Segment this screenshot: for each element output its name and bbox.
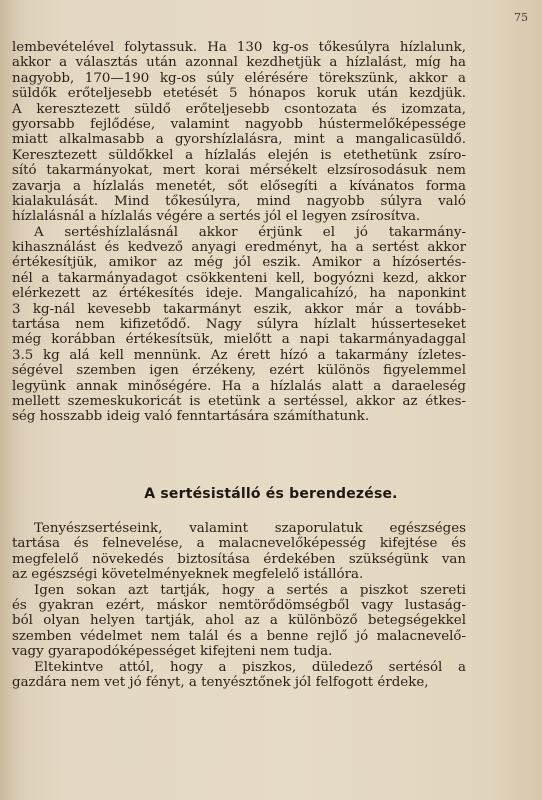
text-line: és gyakran ezért, máskor nemtörődömségből vagy lustaság-: [12, 597, 466, 613]
text-line: kihasználást és kedvező anyagi eredményt, ha a sertést akkor: [12, 240, 466, 256]
text-line: süldők erőteljesebb etetését 5 hónapos koruk után kezdjük.: [12, 86, 466, 102]
text-line: zavarja a hízlalás menetét, sőt elősegíti a kívánatos forma: [12, 178, 466, 194]
text-line: tartása és felnevelése, a malacnevelőképesség kifejtése és: [12, 536, 466, 552]
section-heading: A sertésistálló és berendezése.: [144, 486, 398, 502]
paragraph: [12, 225, 466, 425]
text-line: A sertéshízlalásnál akkor érjünk el jó takarmány-: [34, 224, 466, 240]
text-line: 3.5 kg alá kell mennünk. Az érett hízó a takarmány ízletes-: [12, 347, 466, 363]
paragraph: [12, 583, 466, 660]
text-line: vagy gyarapodóképességet kifejteni nem tudja.: [12, 644, 333, 660]
text-line: 3 kg-nál kevesebb takarmányt eszik, akkor már a tovább-: [12, 301, 466, 317]
page-number: 75: [514, 11, 528, 24]
text-line: Tenyészsertéseink, valamint szaporulatuk egészséges: [34, 521, 466, 536]
text-line: sító takarmányokat, mert korai mérsékelt elzsírosodásuk nem: [12, 163, 466, 179]
text-line: ség hosszabb ideig való fenntartására számíthatunk.: [12, 409, 370, 425]
text-line: lembevételével folytassuk. Ha 130 kg-os tőkesúlyra hízlalunk,: [12, 40, 466, 55]
paragraph: [12, 40, 466, 225]
text-line: legyünk annak minőségére. Ha a hízlalás alatt a daraeleség: [12, 378, 466, 394]
paragraph: [12, 660, 466, 691]
body-text-top: [12, 40, 466, 425]
text-line: nagyobb, 170—190 kg-os súly elérésére törekszünk, akkor a: [12, 70, 466, 86]
text-line: tartása nem kifizetődő. Nagy súlyra hízlalt hússerteseket: [12, 317, 466, 333]
body-text-bottom: [12, 521, 466, 690]
text-line: még korábban értékesítsük, mielőtt a napi takarmányadaggal: [12, 332, 466, 348]
text-line: ségével szemben igen érzékeny, ezért különös figyelemmel: [12, 363, 466, 379]
text-line: Igen sokan azt tartják, hogy a sertés a piszkot szereti: [34, 582, 466, 598]
text-line: mellett szemeskukoricát is etetünk a sertéssel, akkor az étkes-: [12, 393, 466, 409]
text-line: Eltekintve attól, hogy a piszkos, düledező sertésól a: [34, 659, 466, 675]
text-line: gyorsabb fejlődése, valamint nagyobb hústermelőképessége: [12, 116, 466, 132]
text-line: nél a takarmányadagot csökkenteni kell, bogyózni kezd, akkor: [12, 270, 466, 286]
text-line: A keresztezett süldő erőteljesebb csontozata és izomzata,: [12, 101, 466, 117]
text-line: kialakulását. Mind tőkesúlyra, mind nagyobb súlyra való: [12, 193, 466, 209]
text-line: ból olyan helyen tartják, ahol az a különböző betegségekkel: [12, 613, 466, 629]
text-line: Keresztezett süldőkkel a hízlalás elején is etethetünk zsíro-: [12, 147, 466, 163]
text-line: miatt alkalmasabb a gyorshízlalásra, mint a mangalicasüldő.: [12, 132, 466, 148]
text-line: értékesítjük, amikor az még jól eszik. Amikor a hízósertés-: [12, 255, 466, 271]
text-line: az egészségi követelményeknek megfelelő istállóra.: [12, 567, 364, 583]
text-line: elérkezett az értékesítés ideje. Mangalicahízó, ha naponkint: [12, 286, 466, 302]
text-line: gazdára nem vet jó fényt, a tenyésztőnek jól felfogott érdeke,: [12, 674, 429, 690]
text-line: akkor a választás után azonnal kezdhetjük a hízlalást, míg ha: [12, 55, 466, 71]
paragraph: [12, 521, 466, 583]
text-line: szemben védelmet nem talál és a benne rejlő jó malacnevelő-: [12, 628, 466, 644]
text-line: hízlalásnál a hízlalás végére a sertés jól el legyen zsírosítva.: [12, 209, 421, 225]
text-line: megfelelő növekedés biztosítása érdekében szükségünk van: [12, 551, 466, 567]
